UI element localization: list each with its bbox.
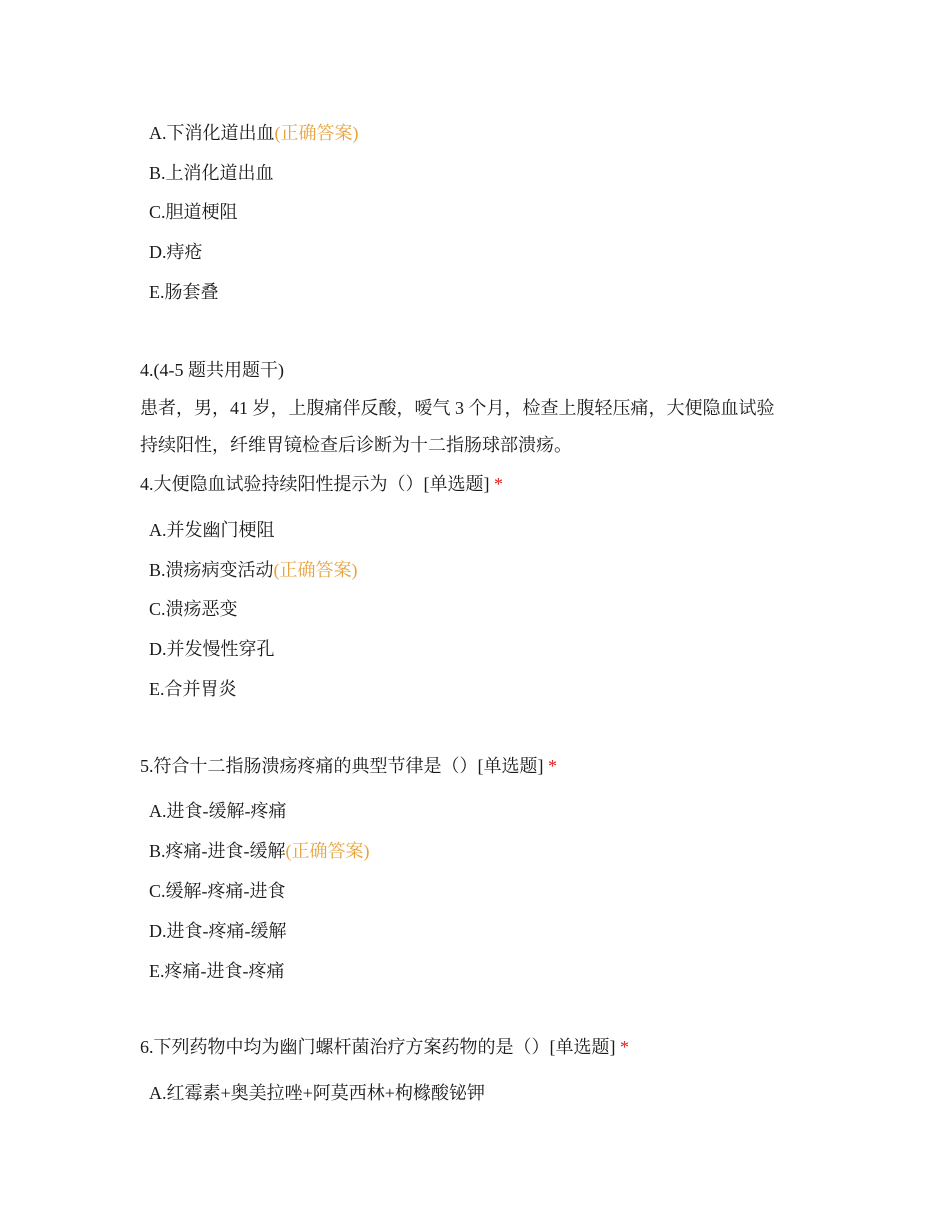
q5-option-c[interactable]: C.缓解-疼痛-进食: [149, 881, 286, 901]
q4-option-c[interactable]: C.溃疡恶变: [149, 599, 238, 619]
q5-option-a[interactable]: A.进食-缓解-疼痛: [149, 801, 287, 821]
option-e[interactable]: E.肠套叠: [149, 282, 219, 302]
required-marker: *: [494, 474, 503, 494]
option-a[interactable]: A.下消化道出血(正确答案): [149, 123, 359, 143]
correct-answer-tag: (正确答案): [274, 123, 359, 143]
q4-option-a[interactable]: A.并发幽门梗阻: [149, 520, 275, 540]
stem-header: 4.(4-5 题共用题干): [140, 360, 284, 380]
option-d[interactable]: D.痔疮: [149, 242, 203, 262]
correct-answer-tag: (正确答案): [285, 841, 370, 861]
q5-option-b[interactable]: B.疼痛-进食-缓解(正确答案): [149, 841, 370, 861]
question-4-title: 4.大便隐血试验持续阳性提示为（）[单选题] *: [140, 474, 503, 494]
stem-text-line1: 患者，男，41 岁，上腹痛伴反酸，嗳气 3 个月，检查上腹轻压痛，大便隐血试验: [140, 398, 775, 418]
question-6-title: 6.下列药物中均为幽门螺杆菌治疗方案药物的是（）[单选题] *: [140, 1037, 629, 1057]
q5-option-e[interactable]: E.疼痛-进食-疼痛: [149, 961, 285, 981]
q5-option-d[interactable]: D.进食-疼痛-缓解: [149, 921, 287, 941]
stem-text-line2: 持续阳性，纤维胃镜检查后诊断为十二指肠球部溃疡。: [140, 435, 572, 455]
q4-option-b[interactable]: B.溃疡病变活动(正确答案): [149, 560, 358, 580]
option-c[interactable]: C.胆道梗阻: [149, 202, 238, 222]
q6-option-a[interactable]: A.红霉素+奥美拉唑+阿莫西林+枸橼酸铋钾: [149, 1083, 485, 1103]
q4-option-e[interactable]: E.合并胃炎: [149, 679, 237, 699]
required-marker: *: [548, 756, 557, 776]
q4-option-d[interactable]: D.并发慢性穿孔: [149, 639, 275, 659]
question-5-title: 5.符合十二指肠溃疡疼痛的典型节律是（）[单选题] *: [140, 756, 557, 776]
required-marker: *: [620, 1037, 629, 1057]
option-b[interactable]: B.上消化道出血: [149, 163, 274, 183]
correct-answer-tag: (正确答案): [273, 560, 358, 580]
